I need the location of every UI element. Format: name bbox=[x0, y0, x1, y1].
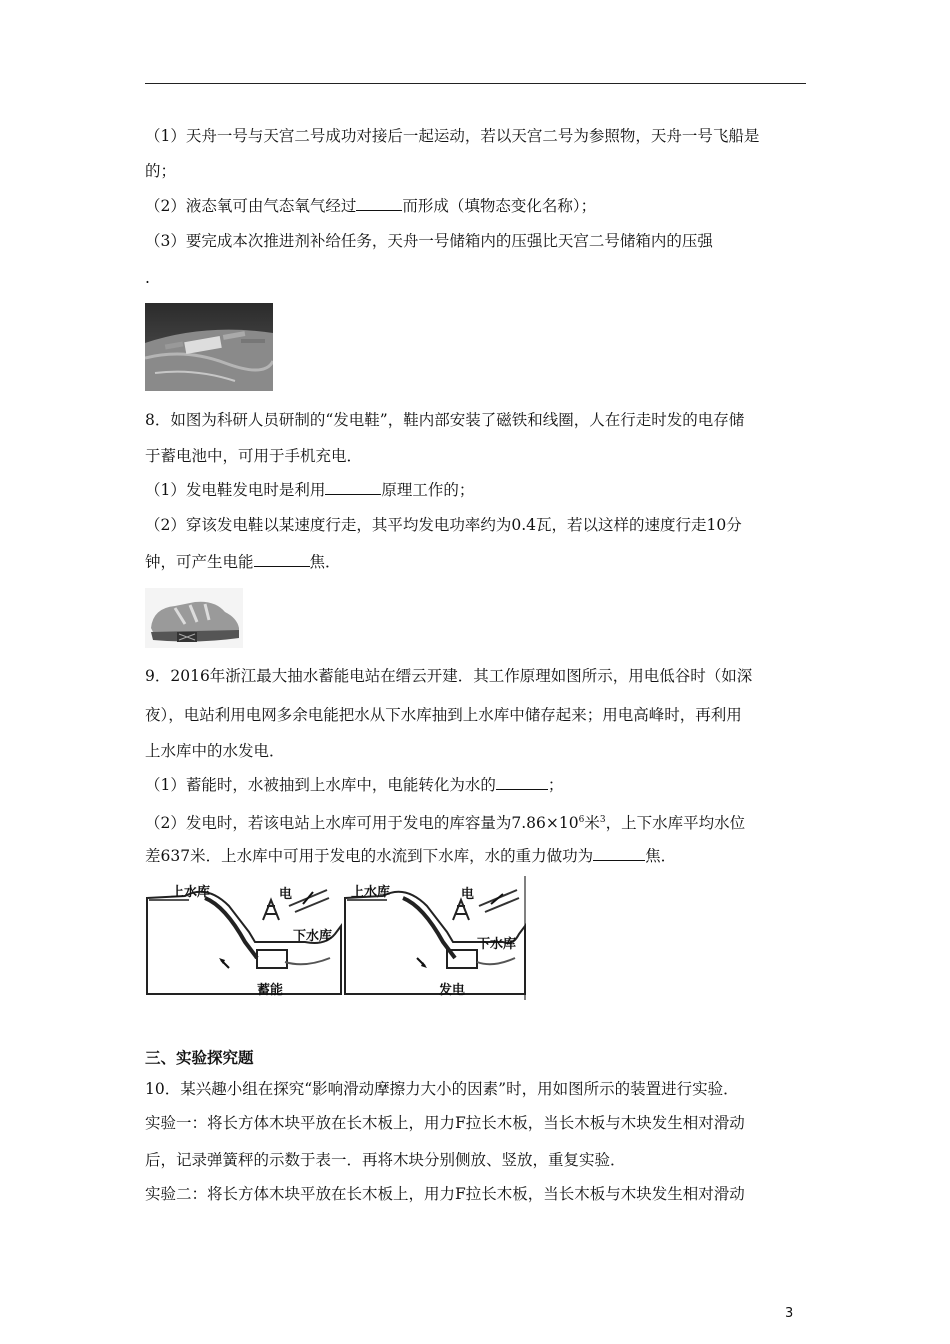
q8-part1-text-a: （1）发电鞋发电时是利用 bbox=[145, 481, 326, 499]
q9-stem-line3: 上水库中的水发电． bbox=[145, 742, 285, 760]
answer-blank bbox=[593, 846, 645, 861]
section-heading: 三、实验探究题 bbox=[145, 1049, 254, 1067]
q9-part1-text-a: （1）蓄能时，水被抽到上水库中，电能转化为水的 bbox=[145, 776, 496, 794]
q8-part2-text-b: 钟，可产生电能 bbox=[145, 553, 254, 571]
q7-part1-line1: （1）天舟一号与天宫二号成功对接后一起运动，若以天宫二号为参照物，天舟一号飞船是 bbox=[145, 127, 760, 145]
power-shoe-photo bbox=[145, 588, 243, 648]
q8-stem-line1: 8．如图为科研人员研制的“发电鞋”，鞋内部安装了磁铁和线圈，人在行走时发的电存储 bbox=[145, 411, 745, 429]
q9-part2-line1 bbox=[145, 810, 745, 833]
q9-stem-line1: 9．2016年浙江最大抽水蓄能电站在缙云开建．其工作原理如图所示，用电低谷时（如深 bbox=[145, 667, 753, 685]
q8-part1 bbox=[145, 480, 474, 500]
answer-blank bbox=[254, 552, 310, 567]
q8-part2-text-c: 焦． bbox=[309, 553, 341, 571]
answer-blank bbox=[325, 480, 381, 495]
generation-mode-caption: 发电 bbox=[439, 983, 466, 998]
q7-part3-line1: （3）要完成本次推进剂补给任务，天舟一号储箱内的压强比天宫二号储箱内的压强 bbox=[145, 232, 713, 250]
q9-part2-text-e: 焦． bbox=[645, 847, 677, 865]
answer-blank bbox=[356, 196, 402, 211]
exponent: 3 bbox=[599, 815, 606, 825]
q9-part2-text-c: ，上下水库平均水位 bbox=[605, 814, 746, 832]
q9-part1-text-b: ； bbox=[547, 776, 564, 794]
electricity-label: 电 bbox=[279, 887, 293, 902]
q9-part2-unit: 米 bbox=[584, 814, 600, 832]
page-number: 3 bbox=[785, 1306, 794, 1321]
q8-part2-line1: （2）穿该发电鞋以某速度行走，其平均发电功率约为0.4瓦，若以这样的速度行走10分 bbox=[145, 516, 742, 534]
q9-part2-text-a: （2）发电时，若该电站上水库可用于发电的库容量为7.86×10 bbox=[145, 814, 579, 832]
q10-experiment1-line1: 实验一：将长方体木块平放在长木板上，用力F拉长木板，当长木板与木块发生相对滑动 bbox=[145, 1114, 745, 1132]
q8-part1-text-b: 原理工作的； bbox=[381, 481, 475, 499]
pumped-storage-diagram bbox=[145, 876, 527, 1000]
space-station-photo bbox=[145, 303, 273, 391]
q7-part2-text-a: （2）液态氧可由气态氧气经过 bbox=[145, 197, 357, 215]
q7-part2-text-b: 而形成（填物态变化名称）； bbox=[402, 197, 597, 215]
q9-part1 bbox=[145, 775, 563, 795]
q10-experiment1-line2: 后，记录弹簧秤的示数于表一．再将木块分别侧放、竖放，重复实验． bbox=[145, 1151, 626, 1169]
upper-reservoir-label: 上水库 bbox=[351, 885, 391, 900]
lower-reservoir-label: 下水库 bbox=[293, 929, 333, 944]
lower-reservoir-label: 下水库 bbox=[477, 937, 517, 952]
electricity-label: 电 bbox=[461, 887, 475, 902]
q10-experiment2-line1: 实验二：将长方体木块平放在长木板上，用力F拉长木板，当长木板与木块发生相对滑动 bbox=[145, 1185, 745, 1203]
q7-part3-line2: . bbox=[145, 269, 150, 287]
upper-reservoir-label: 上水库 bbox=[171, 885, 211, 900]
q8-stem-line2: 于蓄电池中，可用于手机充电． bbox=[145, 447, 363, 465]
q9-part2-line2 bbox=[145, 846, 676, 866]
q8-part2-line2 bbox=[145, 552, 341, 572]
q10-stem: 10．某兴趣小组在探究“影响滑动摩擦力大小的因素”时，用如图所示的装置进行实验． bbox=[145, 1080, 739, 1098]
q7-part1-line2: 的； bbox=[145, 162, 177, 180]
header-rule bbox=[145, 83, 806, 84]
q7-part2 bbox=[145, 196, 596, 216]
storage-mode-caption: 蓄能 bbox=[257, 983, 284, 998]
answer-blank bbox=[496, 775, 548, 790]
q9-part2-text-d: 差637米．上水库中可用于发电的水流到下水库，水的重力做功为 bbox=[145, 847, 594, 865]
exponent: 6 bbox=[578, 815, 585, 825]
q9-stem-line2: 夜），电站利用电网多余电能把水从下水库抽到上水库中储存起来；用电高峰时，再利用 bbox=[145, 706, 742, 724]
